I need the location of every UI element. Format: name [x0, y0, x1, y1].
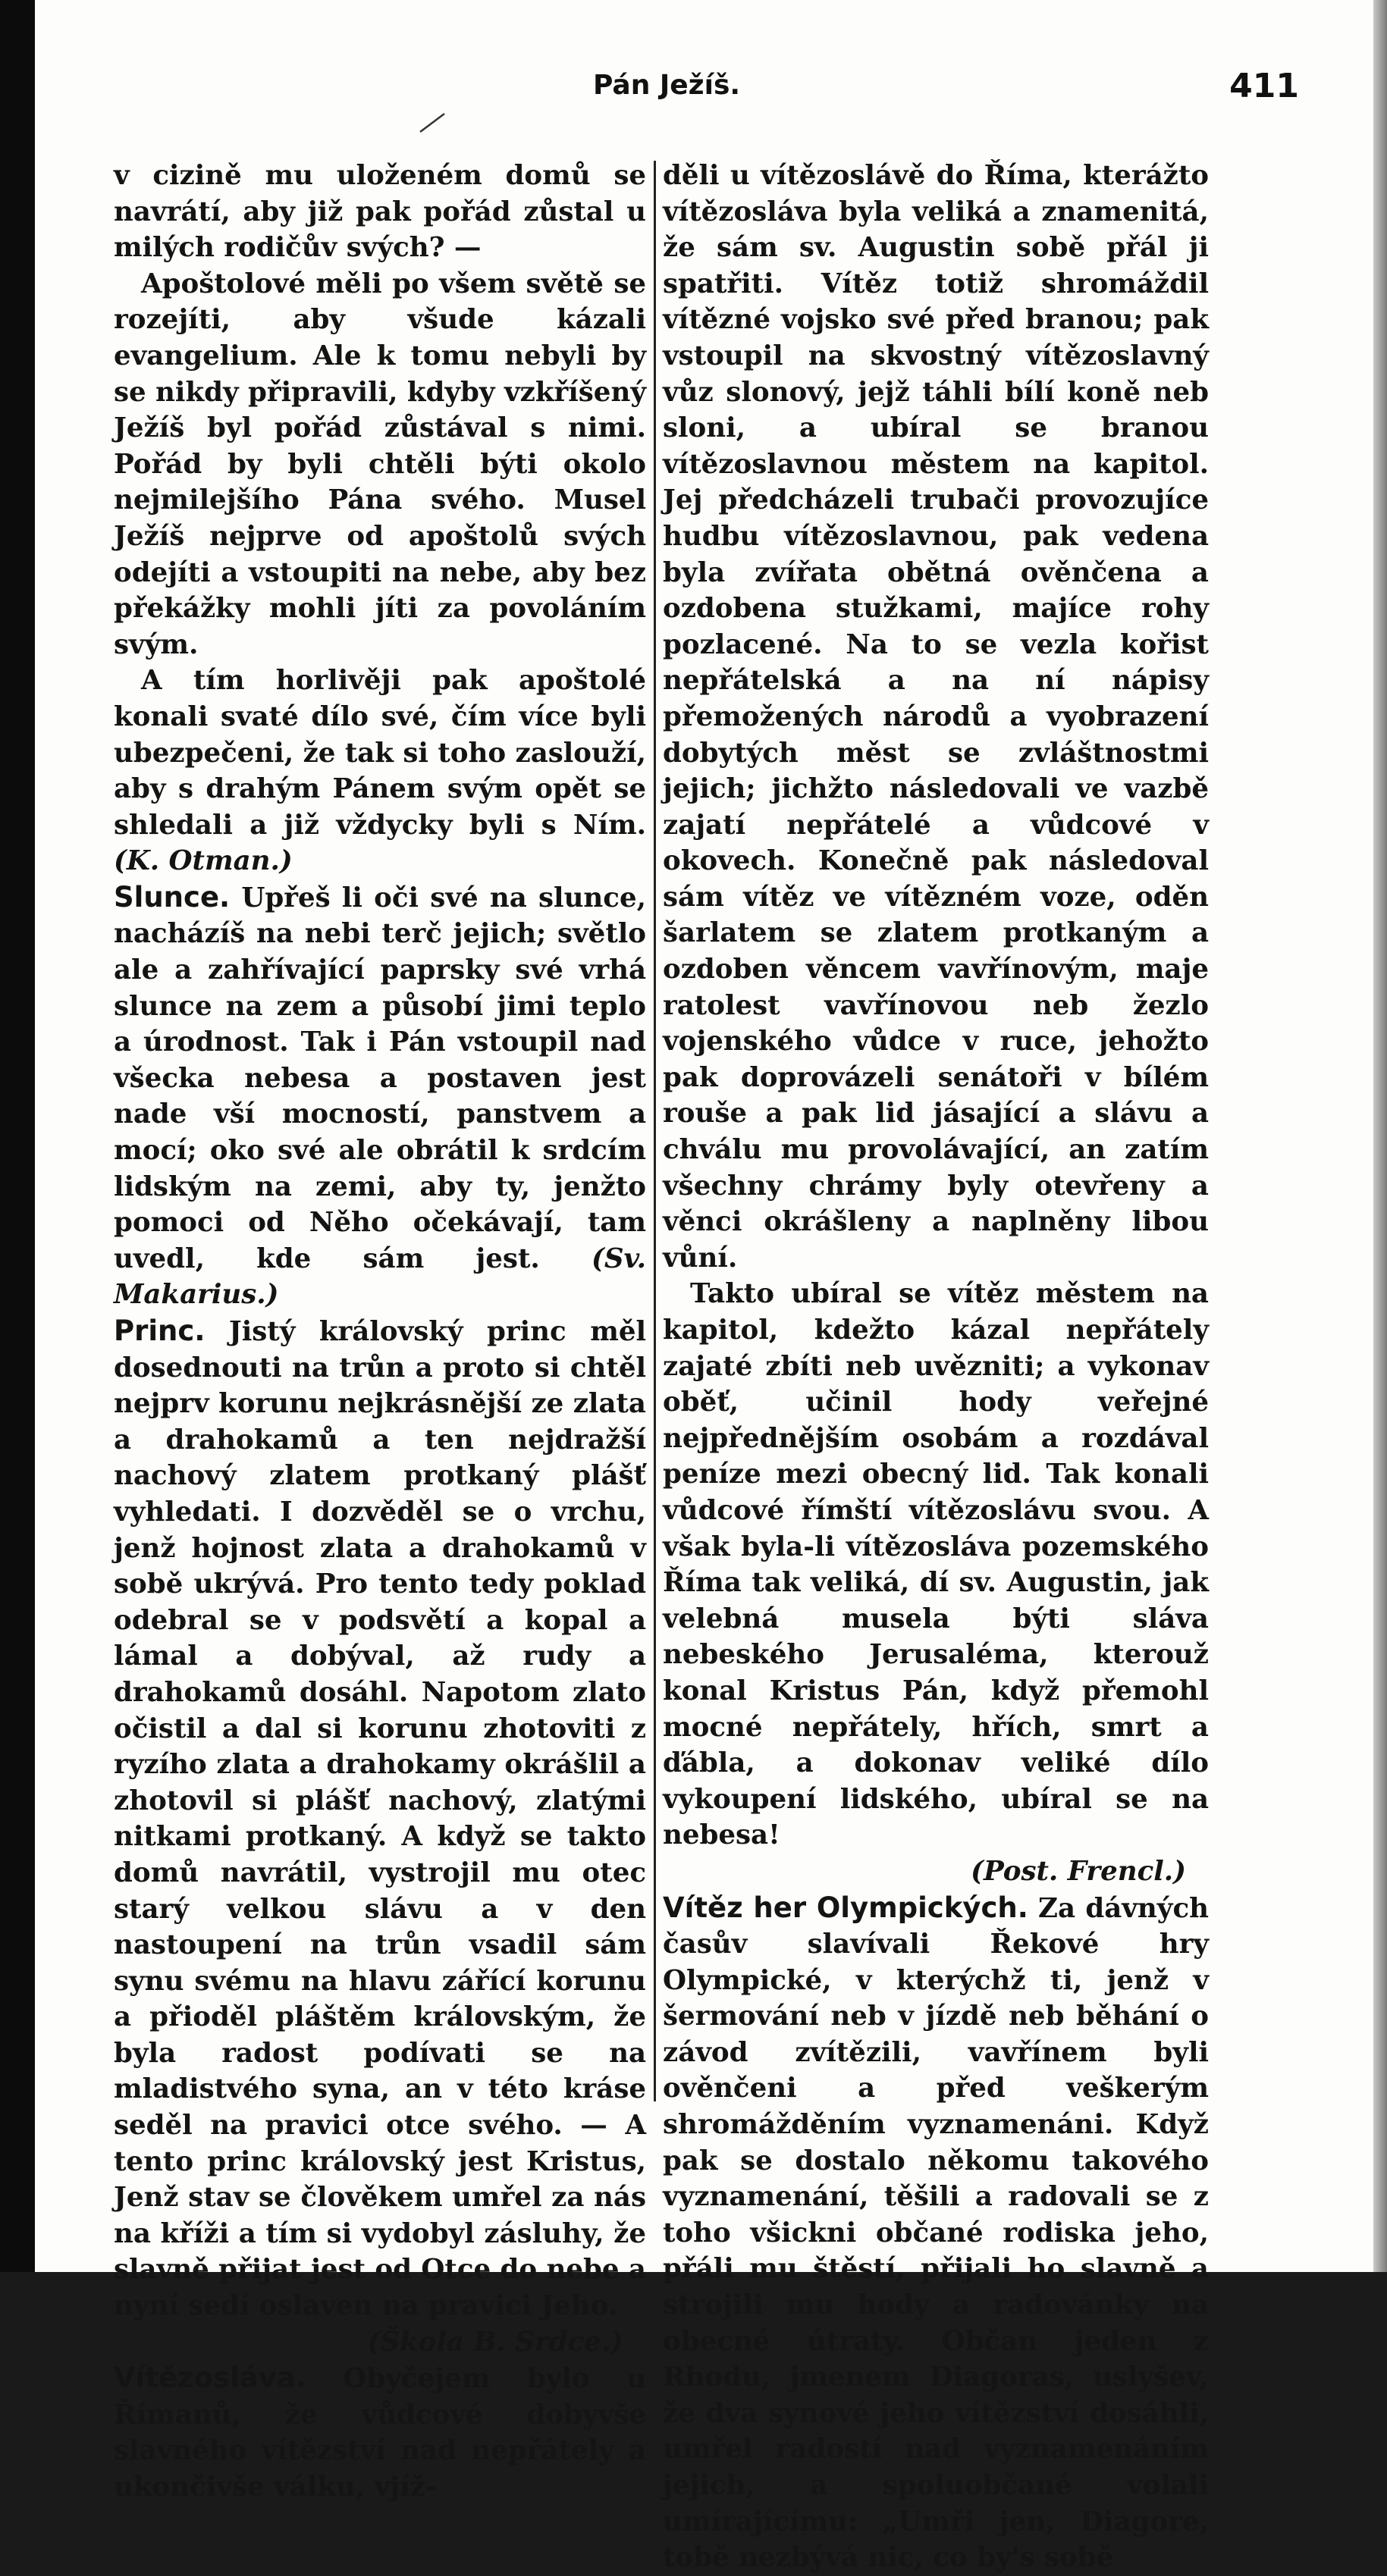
source-reference: (Post. Frencl.): [971, 1855, 1186, 1887]
scan-left-edge: [0, 0, 35, 2272]
paragraph: Takto ubíral se vítěz městem na kapitol, kdežto kázal nepřátely zajaté zbíti neb uvězniti; a vykonav oběť, učinil hody veřejné nejpřednějším osobám a rozdával peníze mezi obecný lid. Tak konali vůdcové římští vítězoslávu svou. A však byla-li vítězoslávа pozemského Říma tak veliká, dí sv. Augustin, jak velebná musela býti sláva nebeského Jerusaléma, kterouž konal Kristus Pán, když přemohl mocné nepřátely, hřích, smrt a ďábla, a dokonav veliké dílo vykoupení lidského, ubíral se na nebesa!: [663, 1278, 1209, 1851]
running-title: Pán Ježíš.: [593, 70, 741, 101]
entry-keyword: Vítěz her Olympických.: [663, 1891, 1028, 1924]
entry-keyword: Vítězoslávа.: [114, 2361, 306, 2395]
right-column: [663, 158, 1209, 2576]
entry-vitezoslava: [114, 2360, 646, 2505]
entry-slunce: [114, 879, 646, 1313]
entry-text: Jistý královský princ měl dosednouti na trůn a proto si chtěl nejprv korunu nejkrásnější ze zlata a drahokamů a ten nejdražší nachový zlatem protkaný plášť vyhledati. I dozvěděl se o vrchu, jenž hojnost zlata a drahokamů v sobě ukrývá. Pro tento tedy poklad odebral se v podsvětí a kopal a lámal a dobýval, až rudy a drahokamů dosáhl. Napotom zlato očistil a dal si korunu zhotoviti z ryzího zlata a drahokamy okrášlil a zhotovil si plášť nachový, zlatými nitkami protkaný. A když se takto domů navrátil, vystrojil mu otec starý velkou slávu a v den nastoupení na trůn vsadil sám synu svému na hlavu zářící korunu a přioděl pláštěm královským, že byla radost podívati se na mladistvého syna, an v této kráse seděl na pravici otce svého. — A tento princ královský jest Kristus, Jenž stav se člověkem umřel za nás na kříži a tím si vydobyl zásluhy, že slavně přijat jest od Otce do nebe a nyní sedí oslaven na pravici Jeho.: [114, 1316, 646, 2322]
source-reference: (K. Otman.): [114, 845, 293, 877]
entry-vitez-her: [663, 1890, 1209, 2576]
page-number: 411: [1229, 67, 1299, 105]
paragraph: v cizině mu uloženém domů se navrátí, aby již pak pořád zůstal u milých rodičův svých? —: [114, 160, 646, 264]
entry-text: Obyčejem bylo u Římanů, že vůdcové dobyvše slavného vítězství nad nepřátely a ukončivše válku, vjíž-: [114, 2363, 647, 2502]
source-reference: (Sv. Makarius.): [114, 1243, 646, 1311]
running-head: [114, 67, 1326, 112]
entry-keyword: Slunce.: [114, 880, 231, 914]
paragraph: děli u vítězoslávě do Říma, kterážto vítězoslávа byla veliká a znamenitá, že sám sv. Augustin sobě přál ji spatřiti. Vítěz totiž shromáždil vítězné vojsko své před branou; pak vstoupil na skvostný vítězoslavný vůz slonový, jejž táhli bílí koně neb sloni, a ubíral se branou vítězoslavnou městem na kapitol. Jej předcházeli trubači provozujíce hudbu vítězoslavnou, pak vedena byla zvířata obětná ověnčena a ozdobena stužkami, majíce rohy pozlacené. Na to se vezla kořist nepřátelská a na ní nápisy přemožených národů a vyobrazení dobytých měst se zvláštnostmi jejich; jichžto následovali ve vazbě zajatí nepřátelé a vůdcové v okovech. Konečně pak následoval sám vítěz ve vítězném voze, oděn šarlatem se zlatem protkaným a ozdoben věncem vavřínovým, maje ratolest vavřínovou neb žezlo vojenského vůdce v ruce, jehožto pak doprovázeli senátoři v bílém rouše a pak lid jásající a slávu a chválu mu provolávající, an zatím všechny chrámy byly otevřeny a věnci okrášleny a naplněny libou vůní.: [663, 160, 1209, 1274]
left-column: [114, 158, 646, 2505]
entry-text: Za dávných časův slavívali Řekové hry Olympické, v kterýchž ti, jenž v šermování neb v jízdě neb běhání o závod zvítězili, vavřínem byli ověnčeni a před veškerým shromážděním vyznamenáni. Když pak se dostalo někomu takového vyznamenání, těšili a radovali se z toho všickni občané rodiska jeho, přáli mu štěstí, přijali ho slavně a strojili mu hody a radovánky na obecné útraty. Občan jeden z Rhodu, jmenem Diagoras, uslyšev, že dva synové jeho vítězství dosáhli, umřel radostí nad vyznamenáním jejich, a spoluobčané volali umírajícímu: „Umři jen, Diagore, tobě nezbývá nic, co by's sobě: [663, 1892, 1209, 2574]
entry-keyword: Princ.: [114, 1315, 206, 1347]
paragraph-text: A tím horlivěji pak apoštolé konali svaté dílo své, čím více byli ubezpečeni, že tak si toho zaslouží, aby s drahým Pánem svým opět se shledali a již vždycky byli s Ním.: [114, 665, 646, 841]
scan-right-edge: [1373, 0, 1387, 2272]
entry-princ: [114, 1313, 646, 2324]
paragraph: [114, 663, 646, 879]
column-divider: [654, 161, 656, 2101]
paragraph: Apoštolové měli po všem světě se rozejíti, aby všude kázali evangelium. Ale k tomu nebyli by se nikdy připravili, kdyby vzkříšený Ježíš byl pořád zůstával s nimi. Pořád by byli chtěli býti okolo nejmilejšího Pána svého. Musel Ježíš nejprve od apoštolů svých odejíti a vstoupiti na nebe, aby bez překážky mohli jíti za povoláním svým.: [114, 268, 646, 660]
source-reference: (Škola B. Srdce.): [367, 2326, 623, 2358]
entry-text: Upřeš li oči své na slunce, nacházíš na nebi terč jejich; světlo ale a zahřívající paprsky své vrhá slunce na zem a působí jimi teplo a úrodnost. Tak i Pán vstoupil nad všecka nebesa a postaven jest nade vší mocností, panstvem a mocí; oko své ale obrátil k srdcím lidským na zemi, aby ty, jenžto pomoci od Něho očekávají, tam uvedl, kde sám jest.: [114, 882, 646, 1274]
pencil-mark: [417, 112, 447, 133]
